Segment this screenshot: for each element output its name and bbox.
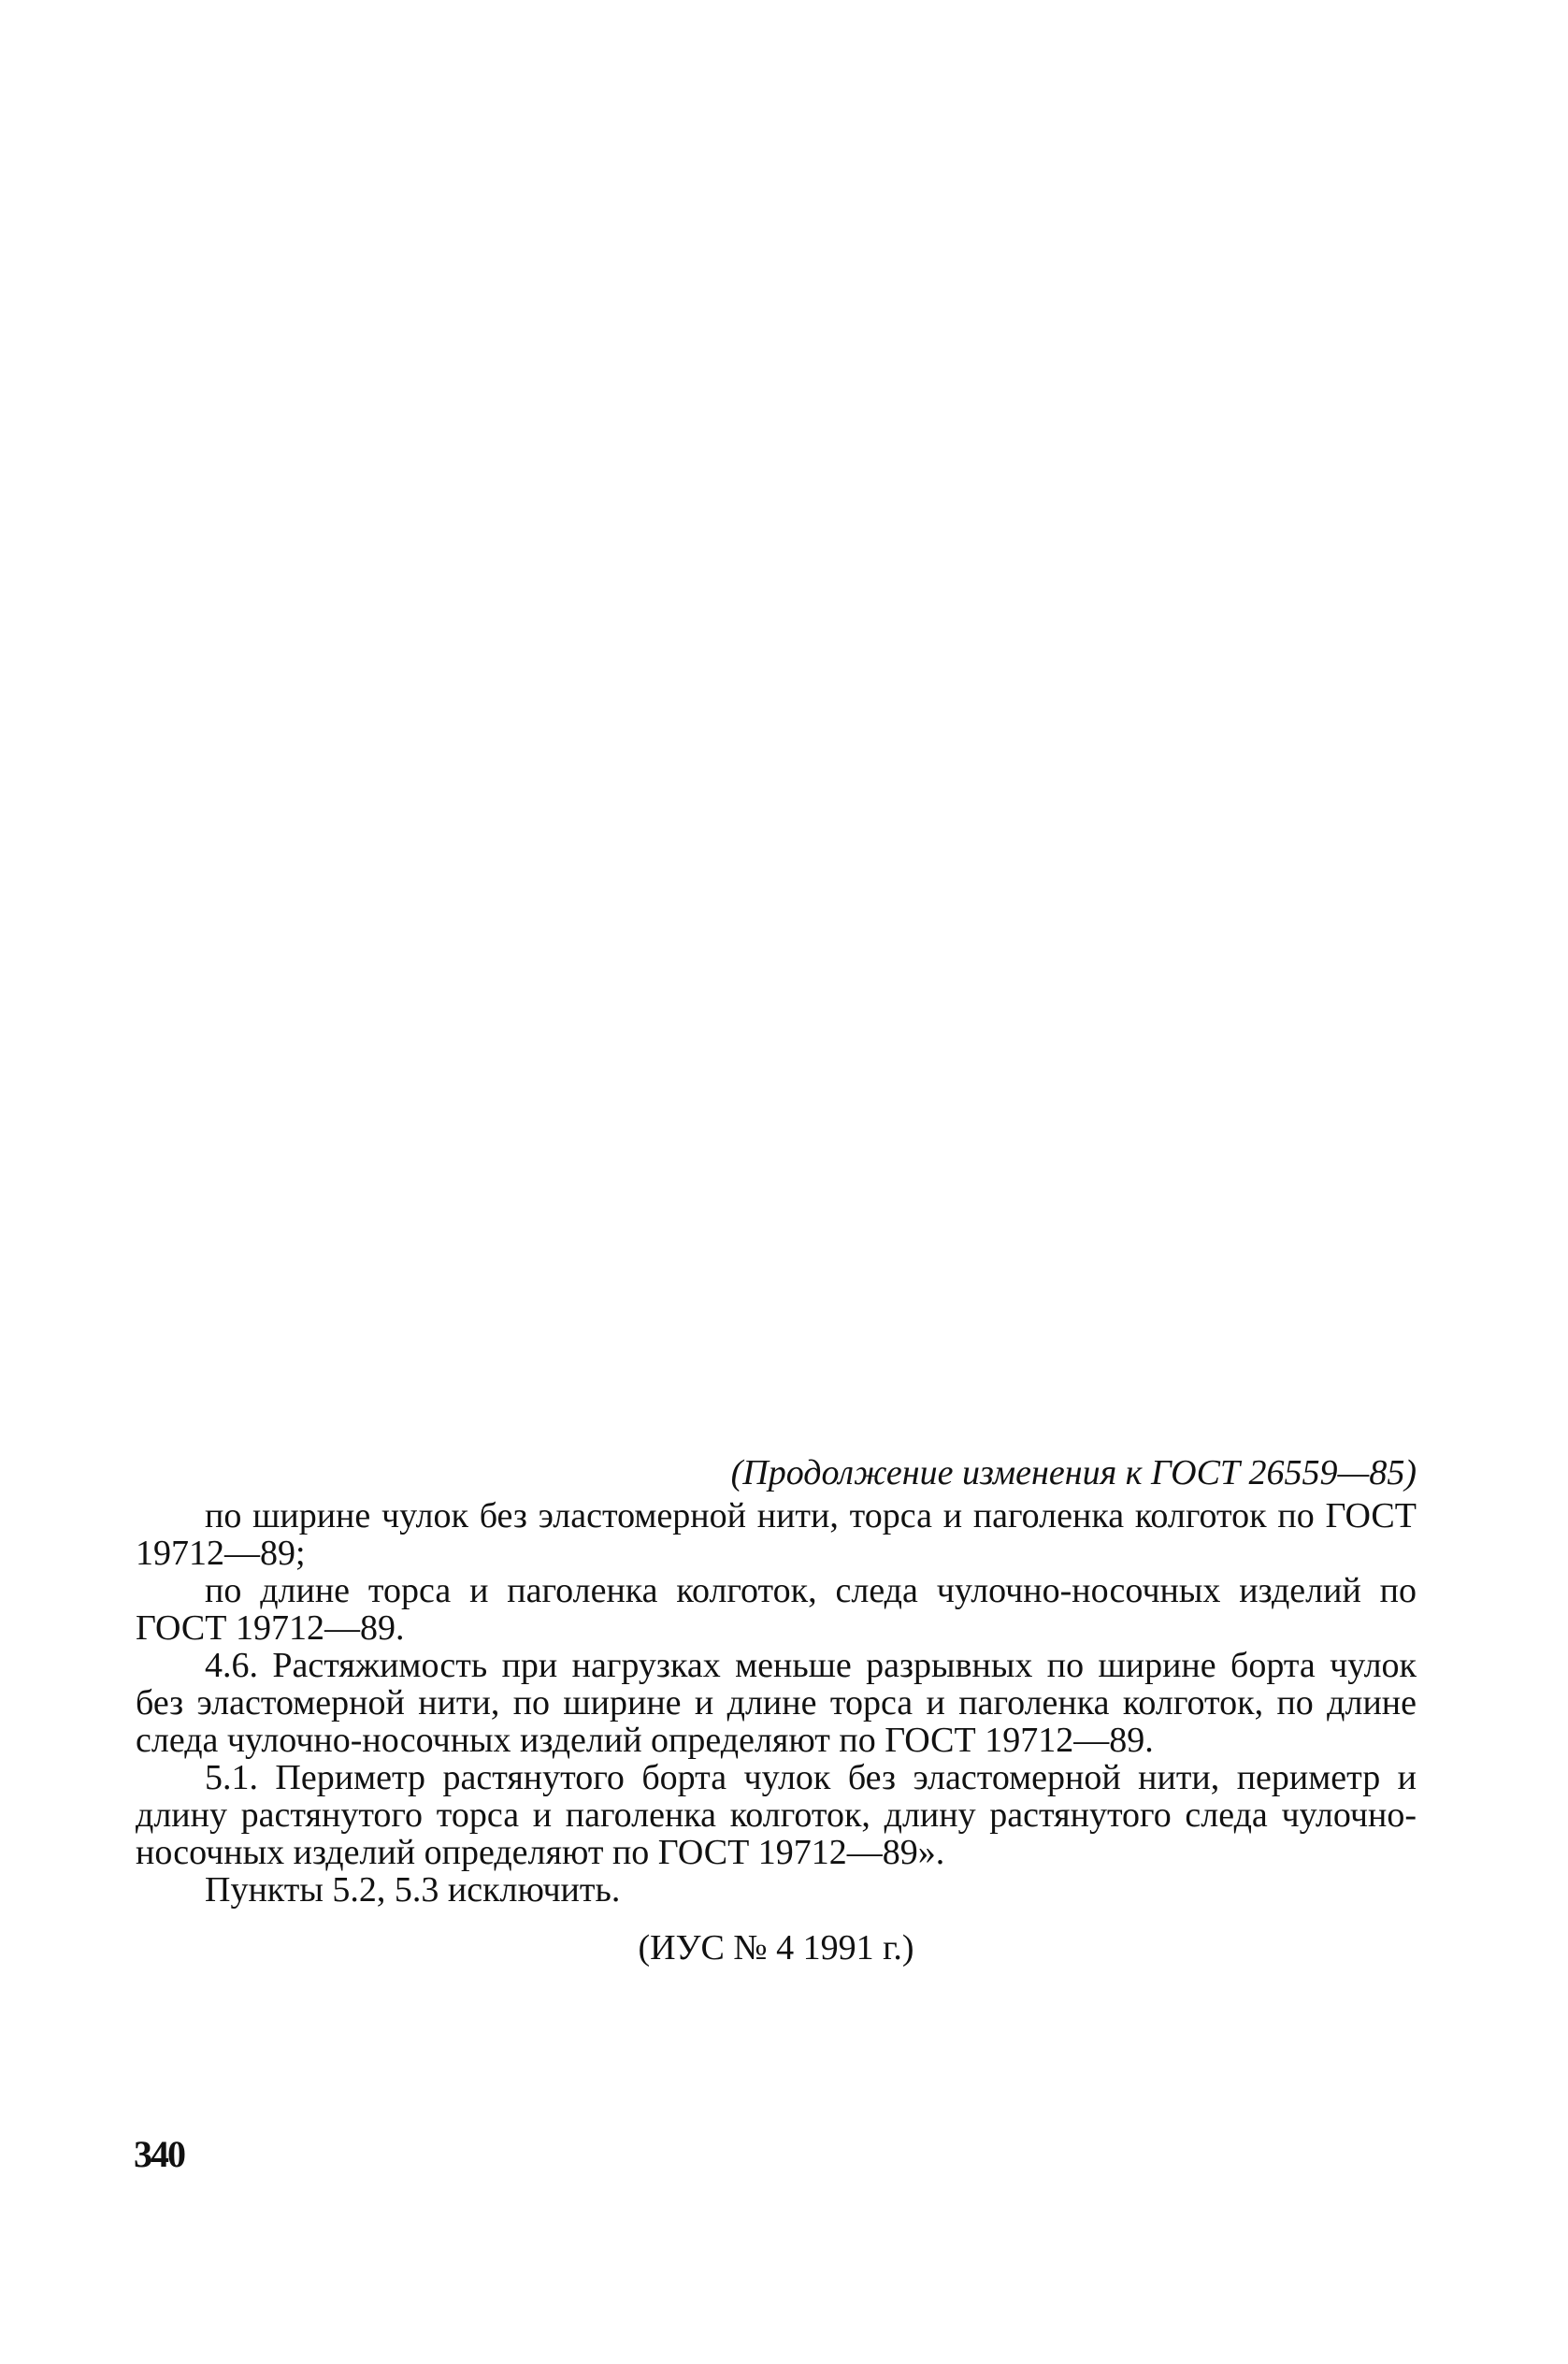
continuation-header: (Продолжение изменения к ГОСТ 26559—85) xyxy=(730,1453,1417,1492)
paragraph-4-6: 4.6. Растяжимость при нагрузках меньше разрывных по ширине борта чулок без эластомерной нити, по ширине и длине торса и паголенка колготок, по длине следа чулочно-носочных изделий определяют по ГОСТ 19712—89. xyxy=(136,1646,1417,1760)
source-note: (ИУС № 4 1991 г.) xyxy=(638,1928,914,1968)
text-block xyxy=(136,1454,1417,1967)
page-number: 340 xyxy=(134,2133,184,2175)
paragraph-5-1: 5.1. Периметр растянутого борта чулок без эластомерной нити, периметр и длину растянутого торса и паголенка колготок, длину растянутого следа чулочно-носочных изделий определяют по ГОСТ 19712—89». xyxy=(136,1758,1417,1872)
paragraph-width: по ширине чулок без эластомерной нити, торса и паголенка колготок по ГОСТ 19712—89; xyxy=(136,1496,1417,1573)
paragraph-exclusion: Пункты 5.2, 5.3 исключить. xyxy=(205,1870,621,1910)
paragraph-length: по длине торса и паголенка колготок, следа чулочно-носочных изделий по ГОСТ 19712—89. xyxy=(136,1571,1417,1648)
